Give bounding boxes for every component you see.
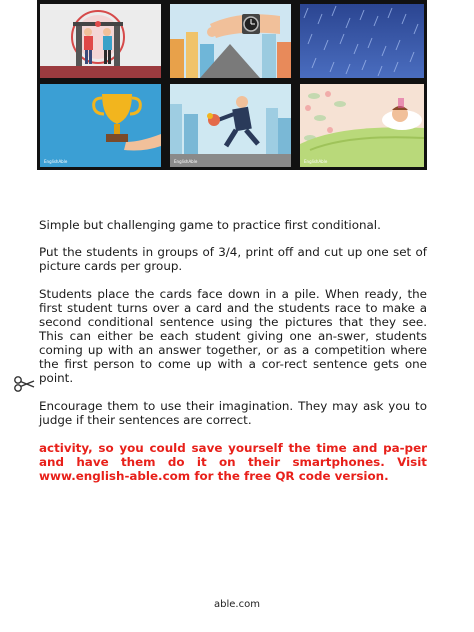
paragraph-rules: Students place the cards face down in a pile. When ready, the first student turns over a card and the students race to make a second conditional sentence using the pictures that they see. This can either be each student giving one an-swer, students coming up with an answer together, or as a competition where the first person to come up with a cor-rect sentence gets one point. xyxy=(39,287,427,385)
card-gym xyxy=(40,4,161,78)
card-logo-6: EnglishAble xyxy=(304,159,328,164)
sleeping-illustration xyxy=(300,84,424,167)
rain-illustration xyxy=(300,4,424,78)
gym-illustration xyxy=(40,4,161,78)
scissors-icon xyxy=(13,375,35,393)
card-logo-4: EnglishAble xyxy=(44,159,68,164)
paragraph-intro: Simple but challenging game to practice first conditional. xyxy=(39,218,381,232)
card-rain xyxy=(300,4,424,78)
paragraph-groups: Put the students in groups of 3/4, print off and cut up one set of picture cards per group. xyxy=(39,245,427,273)
promo-text: activity, so you could save yourself the time and pa-per and have them do it on their smartphones. Visit www.english-able.com for the free QR code version. xyxy=(39,441,427,483)
paragraph-encourage: Encourage them to use their imagination. They may ask you to judge if their sentences are correct. xyxy=(39,399,427,427)
trophy-illustration xyxy=(40,84,161,167)
card-running-man xyxy=(170,84,291,167)
running-man-illustration xyxy=(170,84,291,167)
card-logo-5: EnglishAble xyxy=(174,159,198,164)
card-sleeping xyxy=(300,84,424,167)
picture-cards-strip xyxy=(37,0,427,170)
instructions-text xyxy=(39,218,427,497)
card-trophy xyxy=(40,84,161,167)
card-watch xyxy=(170,4,291,78)
footer-url[interactable]: able.com xyxy=(214,599,260,610)
watch-city-illustration xyxy=(170,4,291,78)
